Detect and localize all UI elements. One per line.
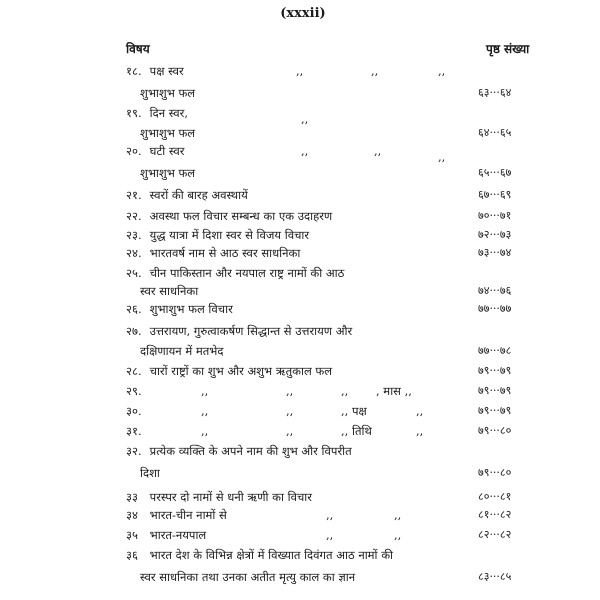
entry-pages: ७३···७४ bbox=[478, 246, 512, 259]
entry-pages: ८०···८१ bbox=[478, 490, 512, 503]
entry-number: २७. bbox=[126, 324, 142, 338]
toc-entry bbox=[126, 282, 546, 300]
entry-number: १८. bbox=[126, 64, 142, 78]
entry-pages: ७९···८० bbox=[478, 466, 512, 479]
entry-title: शुभाशुभ फल bbox=[140, 86, 196, 100]
page-number-heading: पृष्ठ संख्या bbox=[486, 42, 530, 56]
ditto-mark: ,, bbox=[371, 64, 379, 78]
ditto-mark: ,, bbox=[394, 508, 402, 522]
entry-number: १९. bbox=[126, 106, 142, 120]
entry-pages: ६३···६४ bbox=[478, 86, 512, 99]
ditto-mark: ,, bbox=[301, 112, 309, 126]
toc-entry bbox=[126, 62, 546, 80]
toc-entry bbox=[126, 546, 546, 564]
entry-number: ३६ bbox=[126, 548, 138, 562]
toc-entry bbox=[126, 207, 546, 225]
toc-entry bbox=[126, 104, 546, 126]
entry-pages: ८२···८२ bbox=[478, 528, 512, 541]
toc-entry bbox=[126, 300, 546, 318]
entry-pages: ८३···८५ bbox=[478, 570, 512, 583]
entry-number: २९. bbox=[126, 384, 142, 398]
entry-pages: ७०···७१ bbox=[478, 209, 512, 222]
entry-pages: ७४···७६ bbox=[478, 284, 512, 297]
entry-title: पक्ष स्वर bbox=[149, 64, 184, 78]
entry-number: २८. bbox=[126, 364, 142, 378]
entry-title: अवस्था फल विचार सम्बन्ध का एक उदाहरण bbox=[149, 209, 333, 223]
ditto-mark: ,, bbox=[374, 144, 382, 158]
entry-pages: ७७···७७ bbox=[478, 302, 512, 315]
entry-pages: ७९···८० bbox=[478, 424, 512, 437]
entry-title: शुभाशुभ फल bbox=[140, 126, 196, 140]
toc-entry bbox=[126, 488, 546, 506]
toc-entry bbox=[126, 568, 546, 586]
entry-number: २३. bbox=[126, 228, 142, 242]
toc-entry bbox=[126, 362, 546, 380]
ditto-mark: ,, bbox=[201, 404, 209, 418]
ditto-mark: ,, bbox=[286, 384, 294, 398]
entry-title: उत्तरायण, गुरुत्वाकर्षण सिद्धान्त से उत्तरायण और bbox=[149, 324, 353, 338]
entry-number: २२. bbox=[126, 209, 142, 223]
ditto-mark: , मास ,, bbox=[376, 384, 412, 398]
entry-title: दिशा bbox=[140, 466, 160, 480]
entry-pages: ७९···७९ bbox=[478, 404, 512, 417]
entry-pages: ६५···६७ bbox=[478, 166, 512, 179]
entry-number: ३१. bbox=[126, 424, 142, 438]
entry-title: शुभाशुभ फल bbox=[140, 166, 196, 180]
entry-number: ३०. bbox=[126, 404, 142, 418]
ditto-mark: ,, पक्ष bbox=[341, 404, 367, 418]
entry-title: दक्षिणायन में मतभेद bbox=[140, 344, 224, 358]
subject-heading: विषय bbox=[126, 42, 150, 56]
entry-pages: ७९···७९ bbox=[478, 384, 512, 397]
entry-number: २६. bbox=[126, 302, 142, 316]
ditto-mark: ,, bbox=[286, 404, 294, 418]
entry-title: प्रत्येक व्यक्ति के अपने नाम की शुभ और विपरीत bbox=[149, 444, 352, 458]
toc-entry bbox=[126, 526, 546, 544]
entry-number: २१. bbox=[126, 188, 142, 202]
entry-title: शुभाशुभ फल विचार bbox=[149, 302, 233, 316]
toc-entry bbox=[126, 244, 546, 262]
entry-pages: ८१···८२ bbox=[478, 508, 512, 521]
entry-title: दिन स्वर, bbox=[149, 106, 189, 120]
ditto-mark: ,, bbox=[326, 508, 334, 522]
entry-number: २४. bbox=[126, 246, 142, 260]
toc-entry bbox=[126, 264, 546, 282]
toc-entry bbox=[126, 506, 546, 524]
entry-number: ३२. bbox=[126, 444, 142, 458]
ditto-mark: ,, bbox=[341, 384, 349, 398]
entry-title: चारों राष्ट्रों का शुभ और अशुभ ऋतुकाल फल bbox=[149, 364, 333, 378]
ditto-mark: ,, bbox=[301, 144, 309, 158]
entry-number: २०. bbox=[126, 144, 142, 158]
entry-number: ३४ bbox=[126, 508, 138, 522]
entry-title: भारत देश के विभिन्न क्षेत्रों में विख्यात दिवंगत आठ नामों की bbox=[149, 548, 394, 562]
toc-entry bbox=[126, 342, 546, 360]
entry-title: चीन पाकिस्तान और नयपाल राष्ट्र नामों की आठ bbox=[149, 266, 345, 280]
entry-number: २५. bbox=[126, 266, 142, 280]
ditto-mark: ,, bbox=[286, 424, 294, 438]
toc-entry bbox=[126, 84, 546, 102]
ditto-mark: ,, bbox=[394, 528, 402, 542]
entry-title: परस्पर दो नामों से धनी ऋणी का विचार bbox=[149, 490, 312, 504]
page-folio: (xxxii) bbox=[280, 6, 326, 21]
book-page bbox=[68, 0, 538, 600]
entry-title: स्वर साधनिका bbox=[140, 284, 199, 298]
ditto-mark: ,, तिथि bbox=[341, 424, 372, 438]
entry-title: घटी स्वर bbox=[149, 144, 185, 158]
toc-entry bbox=[126, 402, 546, 420]
ditto-mark: ,, bbox=[201, 424, 209, 438]
entry-pages: ६४···६५ bbox=[478, 126, 512, 139]
toc-entry bbox=[126, 422, 546, 440]
ditto-mark: ,, bbox=[416, 424, 424, 438]
toc-entry bbox=[126, 226, 546, 244]
entry-number: ३५ bbox=[126, 528, 138, 542]
toc-entry bbox=[126, 382, 546, 400]
entry-title: भारत-नयपाल bbox=[149, 528, 207, 542]
entry-number: ३३ bbox=[126, 490, 138, 504]
ditto-mark: ,, bbox=[326, 528, 334, 542]
entry-title: स्वर साधनिका तथा उनका अतीत मृत्यु काल का ज्ञान bbox=[140, 570, 356, 584]
ditto-mark: ,, bbox=[416, 404, 424, 418]
ditto-mark: ,, bbox=[201, 384, 209, 398]
toc-entry bbox=[126, 186, 546, 204]
entry-title: भारतवर्ष नाम से आठ स्वर साधनिका bbox=[149, 246, 301, 260]
entry-pages: ७७···७८ bbox=[478, 344, 512, 357]
entry-pages: ६७···६९ bbox=[478, 188, 512, 201]
entry-pages: ७२···७३ bbox=[478, 228, 512, 241]
entry-title: स्वरों की बारह अवस्थायें bbox=[149, 188, 248, 202]
entry-pages: ७९···७९ bbox=[478, 364, 512, 377]
entry-title: युद्ध यात्रा में दिशा स्वर से विजय विचार bbox=[149, 228, 310, 242]
ditto-mark: ,, bbox=[438, 64, 446, 78]
toc-entry bbox=[126, 164, 546, 182]
ditto-mark: ,, bbox=[438, 150, 446, 164]
ditto-mark: ,, bbox=[296, 64, 304, 78]
toc-entry bbox=[126, 442, 546, 460]
entry-title: भारत-चीन नामों से bbox=[149, 508, 227, 522]
toc-entry bbox=[126, 464, 546, 482]
toc-entry bbox=[126, 124, 546, 142]
toc-entry bbox=[126, 322, 546, 340]
toc-entry bbox=[126, 142, 546, 164]
